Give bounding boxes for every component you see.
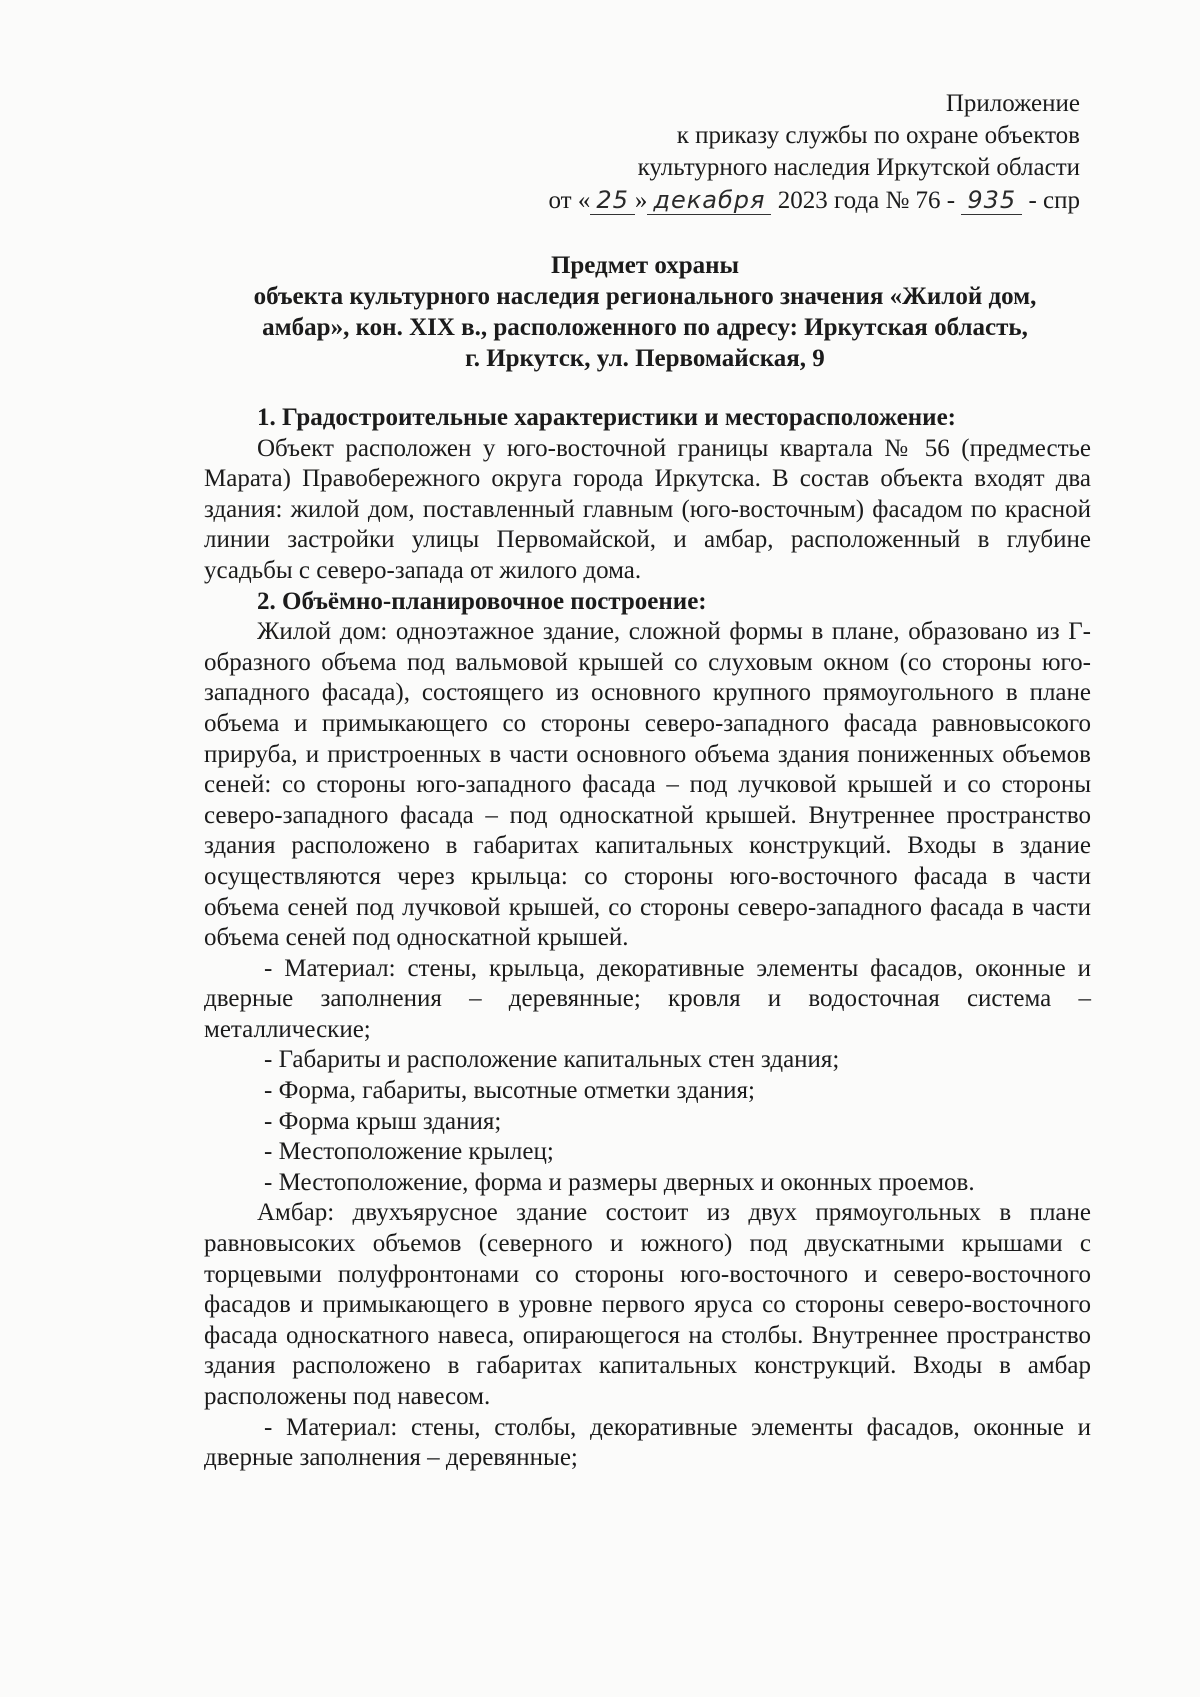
document-title <box>195 250 1095 374</box>
appendix-label: Приложение <box>945 90 1080 117</box>
house-item-porches: - Местоположение крылец; <box>264 1138 554 1166</box>
order-reference-line: к приказу службы по охране объектов <box>676 122 1080 149</box>
title-line-4: г. Иркутск, ул. Первомайская, 9 <box>465 345 825 372</box>
section-1-heading: 1. Градостроительные характеристики и месторасположение: <box>257 404 956 431</box>
handwritten-month: декабря <box>647 186 771 215</box>
handwritten-day: 25 <box>590 186 635 215</box>
year-and-number: 2023 года № 76 - <box>777 187 956 214</box>
barn-item-material: - Материал: стены, столбы, декоративные элементы фасадов, оконные и дверные заполнения – деревянные; <box>204 1413 1091 1472</box>
house-item-material: - Материал: стены, крыльца, декоративные элементы фасадов, оконные и дверные заполнения – деревянные; кровля и водосточная система – металлические; <box>204 954 1091 1043</box>
house-item-dimensions: - Форма, габариты, высотные отметки здания; <box>264 1077 755 1105</box>
title-line-2: объекта культурного наследия регионального значения «Жилой дом, <box>253 283 1037 310</box>
house-item-roofs: - Форма крыш здания; <box>264 1107 502 1135</box>
order-date-line <box>420 184 1080 217</box>
section-1-text: Объект расположен у юго-восточной границы квартала № 56 (предместье Марата) Правобережного округа города Иркутска. В состав объекта входят два здания: жилой дом, поставленный главным (юго-восточным) фасадом по красной линии застройки улицы Первомайской, и амбар, расположенный в глубине усадьбы с северо-запада от жилого дома. <box>204 434 1091 584</box>
date-prefix: от « <box>548 187 591 214</box>
issuing-authority-line: культурного наследия Иркутской области <box>637 154 1080 181</box>
handwritten-order-number: 935 <box>961 186 1022 215</box>
order-suffix: - спр <box>1028 187 1080 214</box>
barn-description: Амбар: двухъярусное здание состоит из двух прямоугольных в плане равновысоких объемов (северного и южного) под двускатными крышами с торцевыми полуфронтонами со стороны юго-восточного и северо-восточного фасадов и примыкающего в уровне первого яруса со стороны северо-восточного фасада односкатного навеса, опирающегося на столбы. Внутреннее пространство здания расположено в габаритах капитальных конструкций. Входы в амбар расположены под навесом. <box>204 1199 1091 1410</box>
house-description: Жилой дом: одноэтажное здание, сложной формы в плане, образовано из Г-образного объема под вальмовой крышей со слуховым окном (со стороны юго-западного фасада), состоящего из основного крупного прямоугольного в плане объема и примыкающего со стороны северо-западного фасада равновысокого прируба, и пристроенных в части основного объема здания пониженных объемов сеней: со стороны юго-западного фасада – под лучковой крышей и со стороны северо-западного фасада – под односкатной крышей. Внутреннее пространство здания расположено в габаритах капитальных конструкций. Входы в здание осуществляются через крыльца: со стороны юго-восточного фасада в части объема сеней под лучковой крышей, со стороны северо-западного фасада в части объема сеней под односкатной крышей. <box>204 618 1091 952</box>
appendix-header <box>420 88 1080 217</box>
title-line-3: амбар», кон. XIX в., расположенного по адресу: Иркутская область, <box>262 314 1028 341</box>
section-2-heading: 2. Объёмно-планировочное построение: <box>257 587 707 615</box>
house-item-walls: - Габариты и расположение капитальных стен здания; <box>264 1046 840 1074</box>
title-line-1: Предмет охраны <box>550 252 740 279</box>
date-quote-close: » <box>634 187 648 214</box>
document-body <box>204 403 1091 1474</box>
house-item-openings: - Местоположение, форма и размеры дверных и оконных проемов. <box>264 1168 975 1196</box>
